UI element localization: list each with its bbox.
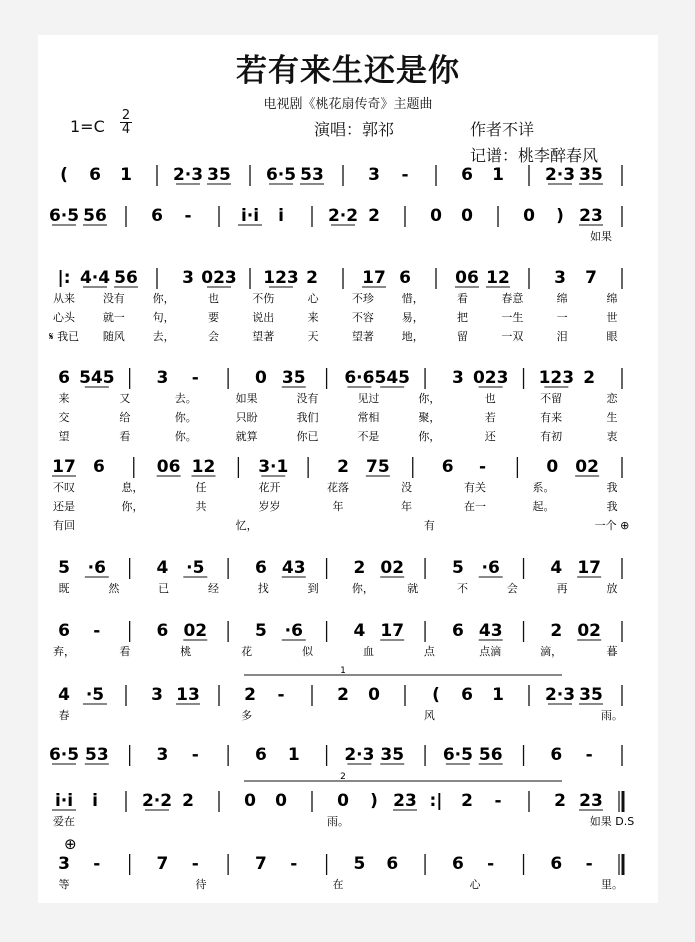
note-token: 0 <box>255 368 267 388</box>
note-token: 023 <box>201 268 237 288</box>
note-token: - <box>277 685 285 705</box>
lyric-syllable: 只盼 <box>235 411 258 424</box>
lyric-syllable: 雨。 <box>327 815 349 828</box>
note-token: - <box>93 854 101 874</box>
note-token: 4·4 <box>79 268 111 288</box>
note-token: 23 <box>393 791 417 811</box>
note-token: 75 <box>366 457 390 477</box>
note-token: 0 <box>275 791 287 811</box>
note-token: 023 <box>472 368 509 388</box>
lyric-syllable: 惜， <box>401 292 424 305</box>
lyric-syllable: 交 <box>58 411 70 424</box>
lyric-syllable: 会 <box>207 330 219 343</box>
time-signature-bottom: 4 <box>121 122 131 137</box>
note-token: 4 <box>550 558 563 578</box>
lyric-syllable: 不是 <box>357 430 380 443</box>
lyric-syllable: 有回 <box>53 519 75 532</box>
note-token: 6 <box>58 621 70 641</box>
lyric-syllable: 见过 <box>357 392 380 405</box>
note-token: |: <box>57 268 71 288</box>
lyric-syllable: 聚， <box>418 411 441 424</box>
note-token: - <box>93 621 101 641</box>
lyric-syllable: 你。 <box>174 411 197 424</box>
note-token: :| <box>429 791 443 811</box>
lyric-syllable: 已 <box>158 582 170 595</box>
note-token: 7 <box>156 854 169 874</box>
lyric-syllable: 不伤 <box>252 292 275 305</box>
note-token: 6·5 <box>48 745 80 765</box>
lyric-syllable: 你， <box>152 292 175 305</box>
note-token: ·5 <box>85 685 105 705</box>
lyric-syllable: 弃， <box>53 645 75 658</box>
note-token: 3 <box>58 854 70 874</box>
note-token: 0 <box>523 206 535 226</box>
note-token: 5 <box>451 558 464 578</box>
note-token: - <box>184 206 192 226</box>
note-token: ·5 <box>186 558 205 578</box>
lyric-syllable: 爱在 <box>53 815 75 828</box>
lyric-syllable: 春意 <box>501 292 524 305</box>
lyric-syllable: 点滴 <box>479 645 502 658</box>
lyric-syllable: 你， <box>418 392 441 405</box>
lyric-syllable: 泪 <box>556 330 568 343</box>
note-token: 6 <box>151 206 163 226</box>
lyric-syllable: 在一 <box>464 500 486 513</box>
lyric-syllable: 又 <box>119 392 131 405</box>
lyric-syllable: 花开 <box>258 481 281 494</box>
note-token: 2 <box>461 791 473 811</box>
note-token: 4 <box>58 685 70 705</box>
note-token: - <box>494 791 502 811</box>
note-token: 6 <box>255 745 267 765</box>
lyric-syllable: 如果 D.S <box>589 815 635 828</box>
lyric-syllable: 任 <box>195 481 207 494</box>
note-token: 2·2 <box>141 791 173 811</box>
lyric-syllable: 风 <box>423 709 435 722</box>
note-token: 0 <box>368 685 380 705</box>
lyric-syllable: 我 <box>606 500 618 513</box>
note-token: 2 <box>583 368 596 388</box>
lyric-syllable: 世 <box>606 311 618 324</box>
lyric-syllable: 你。 <box>174 430 197 443</box>
lyric-syllable: 眼 <box>606 330 618 343</box>
note-token: 53 <box>84 745 109 765</box>
note-token: 17 <box>577 558 602 578</box>
note-token: 35 <box>207 165 231 185</box>
note-token: 1 <box>120 165 132 185</box>
lyric-syllable: 看 <box>119 430 131 443</box>
lyric-syllable: 说出 <box>252 311 275 324</box>
note-token: 3 <box>554 268 566 288</box>
note-token: 2 <box>353 558 366 578</box>
lyric-syllable: 还是 <box>53 500 75 513</box>
note-token: 3 <box>151 685 163 705</box>
note-token: 2 <box>337 685 349 705</box>
lyric-syllable: 有来 <box>540 411 563 424</box>
time-signature-top: 2 <box>121 108 131 123</box>
note-token: - <box>585 745 593 765</box>
note-token: 02 <box>575 457 599 477</box>
lyric-syllable: 我 <box>606 481 618 494</box>
lyric-syllable: 年 <box>332 500 344 513</box>
note-token: 0 <box>337 791 349 811</box>
lyric-syllable: 没有 <box>102 292 125 305</box>
lyric-syllable: 绵 <box>606 292 618 305</box>
lyric-syllable: 经 <box>207 582 219 595</box>
lyric-syllable: 天 <box>307 330 319 343</box>
note-token: 17 <box>380 621 405 641</box>
note-token: 35 <box>380 745 405 765</box>
note-token: 53 <box>300 165 324 185</box>
lyric-syllable: 等 <box>58 878 70 891</box>
note-token: 7 <box>585 268 597 288</box>
note-token: 123 <box>538 368 575 388</box>
lyric-syllable: 绵 <box>556 292 568 305</box>
note-token: 6·6 <box>344 368 375 388</box>
note-token: 1 <box>287 745 300 765</box>
note-token: 6 <box>386 854 399 874</box>
volta-number: 2 <box>340 772 346 782</box>
note-token: - <box>191 368 199 388</box>
note-token: 06 <box>156 457 181 477</box>
note-token: 35 <box>281 368 306 388</box>
note-token: 56 <box>114 268 138 288</box>
lyric-syllable: 随风 <box>102 330 125 343</box>
note-token: 1 <box>492 165 504 185</box>
note-token: 6·5 <box>442 745 473 765</box>
lyric-syllable: 滴， <box>540 645 563 658</box>
lyric-syllable: 一个 ⊕ <box>594 519 630 532</box>
lyric-syllable: 一生 <box>501 311 524 324</box>
lyric-syllable: 不珍 <box>351 292 374 305</box>
note-token: 6 <box>89 165 101 185</box>
lyric-syllable: 恋 <box>606 392 618 405</box>
lyric-syllable: 雨。 <box>601 709 623 722</box>
note-token: ) <box>556 206 564 226</box>
lyric-syllable: 看 <box>457 292 469 305</box>
lyric-syllable: 有关 <box>464 481 486 494</box>
lyric-syllable: 既 <box>58 582 70 595</box>
lyric-syllable: 就 <box>407 582 419 595</box>
lyric-syllable: 似 <box>302 645 314 658</box>
note-token: 13 <box>176 685 200 705</box>
lyric-syllable: 再 <box>556 582 568 595</box>
note-token: ·6 <box>481 558 500 578</box>
lyric-syllable: 来 <box>58 392 70 405</box>
note-token: 0 <box>244 791 256 811</box>
lyric-syllable: 去， <box>152 330 175 343</box>
note-token: 3 <box>451 368 464 388</box>
lyric-syllable: 血 <box>362 645 374 658</box>
lyric-syllable: 就一 <box>102 311 125 324</box>
note-token: 3 <box>182 268 194 288</box>
lyric-syllable: 忆， <box>235 519 258 532</box>
lyric-syllable: 从来 <box>53 292 75 305</box>
note-token: 2 <box>306 268 318 288</box>
note-token: ·6 <box>87 558 106 578</box>
lyric-syllable: 易， <box>401 311 424 324</box>
lyric-syllable: 还 <box>484 430 496 443</box>
note-token: 2 <box>244 685 256 705</box>
note-token: 43 <box>281 558 306 578</box>
note-token: 3 <box>368 165 380 185</box>
lyric-syllable: 望著 <box>351 330 374 343</box>
lyric-syllable: 看 <box>119 645 131 658</box>
lyric-syllable: 花 <box>241 645 253 658</box>
author-credit: 作者不详 <box>470 120 535 139</box>
note-token: 6 <box>550 745 563 765</box>
note-token: 12 <box>486 268 510 288</box>
note-token: 2·3 <box>172 165 204 185</box>
note-token: - <box>585 854 593 874</box>
lyric-syllable: 暮 <box>606 645 618 658</box>
lyric-syllable: 来 <box>307 311 319 324</box>
note-token: 2 <box>182 791 194 811</box>
note-token: ( <box>432 685 440 705</box>
note-token: 6 <box>550 854 563 874</box>
note-token: 4 <box>353 621 366 641</box>
lyric-syllable: 点 <box>423 645 435 658</box>
lyric-syllable: 不叹 <box>53 481 75 494</box>
lyric-syllable: 没有 <box>296 392 319 405</box>
lyric-syllable: 花落 <box>327 481 349 494</box>
lyric-syllable: 望著 <box>252 330 275 343</box>
lyric-syllable: 一双 <box>501 330 524 343</box>
note-token: 2·2 <box>327 206 359 226</box>
note-token: 545 <box>79 368 115 388</box>
note-token: 17 <box>52 457 76 477</box>
note-token: 6 <box>399 268 411 288</box>
note-token: 545 <box>374 368 410 388</box>
lyric-syllable: 然 <box>108 582 120 595</box>
note-token: 23 <box>579 791 603 811</box>
note-token: 5 <box>353 854 366 874</box>
lyric-syllable: 到 <box>307 582 319 595</box>
lyric-syllable: 系。 <box>532 481 555 494</box>
lyric-syllable: 生 <box>606 411 618 424</box>
lyric-syllable: 如果 <box>235 392 258 405</box>
note-token: 35 <box>579 685 603 705</box>
note-token: 2·3 <box>344 745 375 765</box>
note-token: 23 <box>579 206 603 226</box>
lyric-syllable: 桃 <box>180 645 192 658</box>
lyric-syllable: 衷 <box>606 430 618 443</box>
lyric-syllable: 句， <box>152 311 175 324</box>
note-token: 6 <box>255 558 267 578</box>
lyric-syllable: 多 <box>241 709 253 722</box>
note-token: i·i <box>240 206 260 226</box>
lyric-syllable: 息， <box>121 481 144 494</box>
lyric-syllable: 要 <box>207 311 219 324</box>
note-token: 6 <box>451 621 464 641</box>
note-token: 3 <box>156 745 169 765</box>
lyric-syllable: 不容 <box>351 311 374 324</box>
note-token: 123 <box>263 268 299 288</box>
note-token: 6·5 <box>265 165 297 185</box>
lyric-syllable: 常相 <box>357 411 380 424</box>
note-token: 0 <box>430 206 442 226</box>
lyric-syllable: 里。 <box>601 878 623 891</box>
lyric-syllable: 起。 <box>532 500 555 513</box>
lyric-syllable: 找 <box>257 582 269 595</box>
note-token: 6 <box>461 165 473 185</box>
lyric-syllable: 在 <box>332 878 344 891</box>
note-token: 3·1 <box>258 457 289 477</box>
note-token: 2 <box>368 206 380 226</box>
lyric-syllable: 有初 <box>540 430 563 443</box>
singer-credit: 演唱：郭祁 <box>314 120 395 139</box>
coda-sign: ⊕ <box>64 835 77 853</box>
note-token: - <box>478 457 487 477</box>
note-token: 2 <box>337 457 349 477</box>
volta-number: 1 <box>340 666 346 676</box>
note-token: 0 <box>461 206 473 226</box>
song-title: 若有来生还是你 <box>236 53 460 89</box>
lyric-syllable: 有 <box>423 519 435 532</box>
note-token: - <box>401 165 409 185</box>
note-token: 6 <box>451 854 464 874</box>
note-token: 5 <box>58 558 70 578</box>
lyric-syllable: 心头 <box>53 311 75 324</box>
lyric-syllable: 没 <box>401 481 412 494</box>
note-token: 35 <box>579 165 603 185</box>
lyric-syllable: 年 <box>401 500 412 513</box>
note-token: 2·3 <box>544 685 576 705</box>
lyric-syllable: 一 <box>556 311 568 324</box>
lyric-syllable: 你， <box>351 582 374 595</box>
note-token: 0 <box>546 457 559 477</box>
lyric-syllable: 给 <box>119 411 131 424</box>
lyric-syllable: 共 <box>195 500 207 513</box>
note-token: i·i <box>54 791 74 811</box>
lyric-syllable: 地， <box>401 330 424 343</box>
key-signature: 1=C <box>70 117 105 136</box>
lyric-syllable: 岁岁 <box>258 500 281 513</box>
note-token: 56 <box>478 745 503 765</box>
note-token: ( <box>60 165 68 185</box>
note-token: - <box>487 854 495 874</box>
note-token: 17 <box>362 268 386 288</box>
note-token: 02 <box>183 621 208 641</box>
lyric-syllable: 待 <box>195 878 207 891</box>
lyric-syllable: 去。 <box>174 392 197 405</box>
lyric-syllable: 若 <box>484 411 496 424</box>
lyric-syllable: 心 <box>469 878 481 891</box>
note-token: ·6 <box>284 621 303 641</box>
lyric-syllable: 如果 <box>590 230 612 243</box>
note-token: 6 <box>461 685 473 705</box>
lyric-syllable: 你， <box>121 500 144 513</box>
note-token: 6 <box>156 621 169 641</box>
lyric-syllable: 望 <box>58 430 70 443</box>
lyric-syllable: 春 <box>58 709 70 722</box>
lyric-syllable: 不留 <box>540 392 563 405</box>
lyric-syllable: 把 <box>457 311 469 324</box>
lyric-syllable: 会 <box>506 582 518 595</box>
lyric-syllable: 放 <box>606 582 618 595</box>
note-token: 02 <box>577 621 602 641</box>
note-token: 6 <box>92 457 105 477</box>
note-token: 6 <box>441 457 454 477</box>
note-token: 6·5 <box>48 206 80 226</box>
note-token: 2·3 <box>544 165 576 185</box>
note-token: 2 <box>554 791 566 811</box>
note-token: i <box>278 206 284 226</box>
lyric-syllable: 也 <box>207 292 219 305</box>
note-token: 1 <box>492 685 504 705</box>
lyric-syllable: 你已 <box>296 430 319 443</box>
transcriber-credit: 记谱：桃李醉春风 <box>470 146 599 165</box>
note-token: - <box>191 745 199 765</box>
note-token: 06 <box>455 268 479 288</box>
note-token: 2 <box>550 621 563 641</box>
note-token: 6 <box>58 368 70 388</box>
note-token: 3 <box>156 368 169 388</box>
note-token: - <box>290 854 298 874</box>
lyric-syllable: 不 <box>457 582 469 595</box>
note-token: ) <box>370 791 378 811</box>
lyric-syllable: 我们 <box>296 411 319 424</box>
lyric-syllable: 你， <box>418 430 441 443</box>
lyric-syllable: 也 <box>484 392 496 405</box>
song-subtitle: 电视剧《桃花扇传奇》主题曲 <box>263 97 433 112</box>
lyric-syllable: 就算 <box>235 430 258 443</box>
note-token: 43 <box>478 621 503 641</box>
lyric-syllable: 留 <box>457 330 469 343</box>
note-token: 02 <box>380 558 405 578</box>
note-token: - <box>191 854 199 874</box>
note-token: i <box>92 791 98 811</box>
note-token: 4 <box>156 558 169 578</box>
note-token: 12 <box>191 457 216 477</box>
lyric-syllable: 𝄋 我已 <box>48 330 80 343</box>
note-token: 7 <box>255 854 267 874</box>
note-token: 56 <box>83 206 107 226</box>
note-token: 5 <box>255 621 267 641</box>
lyric-syllable: 心 <box>307 292 319 305</box>
